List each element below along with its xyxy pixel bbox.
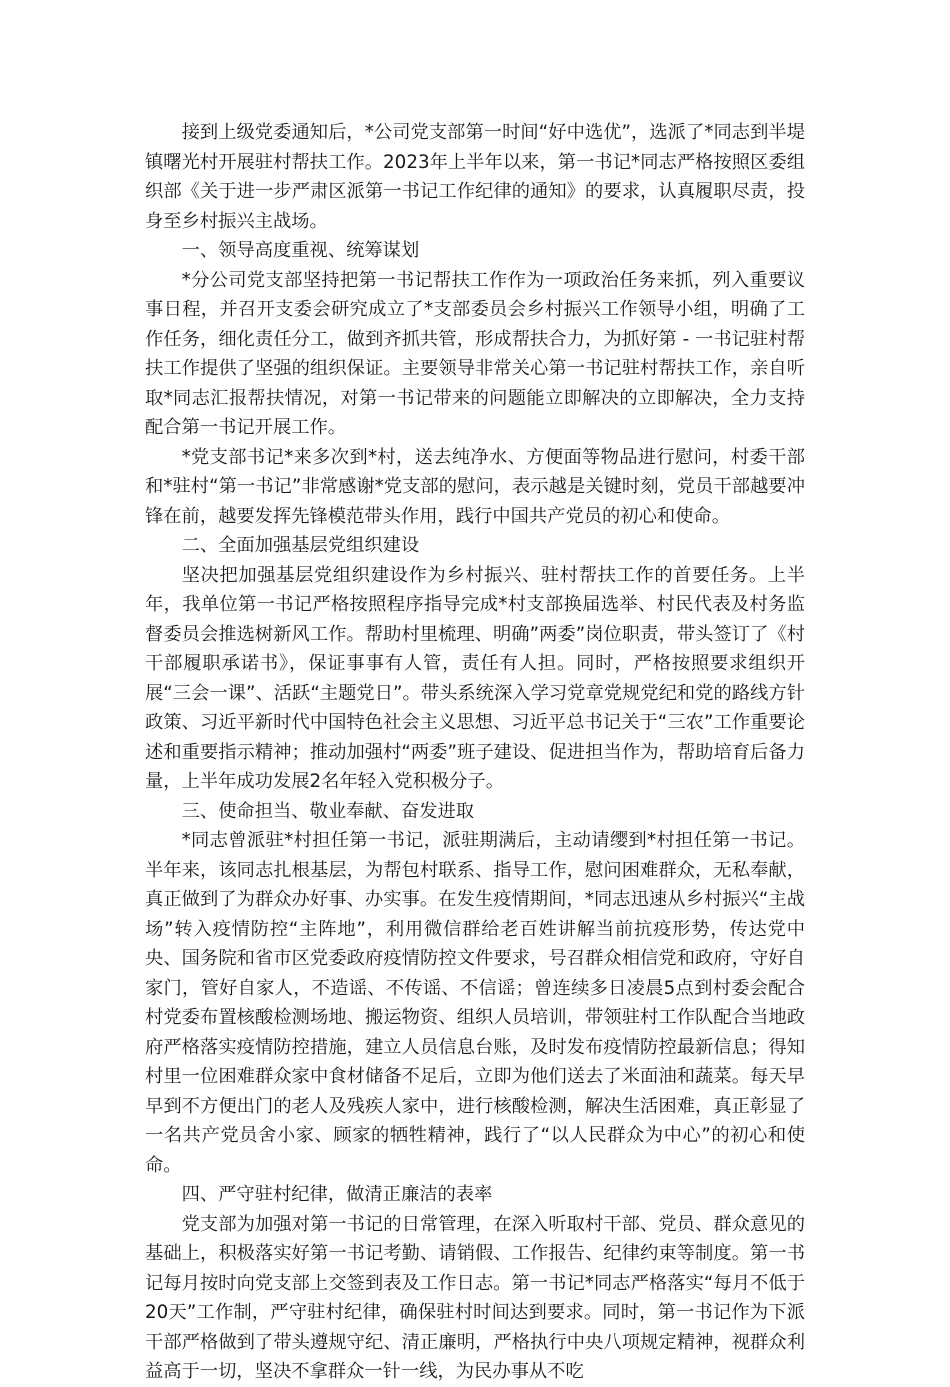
document-body	[145, 118, 805, 1387]
section-heading-4: 四、严守驻村纪律，做清正廉洁的表率	[181, 1184, 493, 1205]
section-2-paragraph: 坚决把加强基层党组织建设作为乡村振兴、驻村帮扶工作的首要任务。上半年，我单位第一书记严格按照程序指导完成*村支部换届选举、村民代表及村务监督委员会推选树新风工作。帮助村里梳理、明确”两委”岗位职责，带头签订了《村干部履职承诺书》，保证事事有人管，责任有人担。同时，严格按照要求组织开展“三会一课”、活跃“主题党日”。带头系统深入学习党章党规党纪和党的路线方针政策、习近平新时代中国特色社会主义思想、习近平总书记关于“三农”工作重要论述和重要指示精神；推动加强村“两委”班子建设、促进担当作为，帮助培育后备力量，上半年成功发展2名年轻入党积极分子。	[145, 564, 805, 792]
section-heading-2: 二、全面加强基层党组织建设	[181, 535, 420, 556]
section-1-paragraph-1: *分公司党支部坚持把第一书记帮扶工作作为一项政治任务来抓，列入重要议事日程，并召开支委会研究成立了*支部委员会乡村振兴工作领导小组，明确了工作任务，细化责任分工，做到齐抓共管，形成帮扶合力，为抓好第 - 一书记驻村帮扶工作提供了坚强的组织保证。主要领导非常关心第一书记驻村帮扶工作，亲自听取*同志汇报帮扶情况，对第一书记带来的问题能立即解决的立即解决，全力支持配合第一书记开展工作。	[145, 269, 805, 438]
intro-paragraph: 接到上级党委通知后，*公司党支部第一时间“好中选优”，选派了*同志到半堤镇曙光村开展驻村帮扶工作。2023年上半年以来，第一书记*同志严格按照区委组织部《关于进一步严肃区派第一书记工作纪律的通知》的要求，认真履职尽责，投身至乡村振兴主战场。	[145, 122, 805, 232]
section-heading-1: 一、领导高度重视、统筹谋划	[181, 240, 420, 261]
section-3-paragraph: *同志曾派驻*村担任第一书记，派驻期满后，主动请缨到*村担任第一书记。半年来，该同志扎根基层，为帮包村联系、指导工作，慰问困难群众，无私奉献，真正做到了为群众办好事、办实事。在发生疫情期间，*同志迅速从乡村振兴“主战场”转入疫情防控“主阵地”，利用微信群给老百姓讲解当前抗疫形势，传达党中央、国务院和省市区党委政府疫情防控文件要求，号召群众相信党和政府，守好自家门，管好自家人，不造谣、不传谣、不信谣；曾连续多日凌晨5点到村委会配合村党委布置核酸检测场地、搬运物资、组织人员培训，带领驻村工作队配合当地政府严格落实疫情防控措施，建立人员信息台账，及时发布疫情防控最新信息；得知村里一位困难群众家中食材储备不足后，立即为他们送去了米面油和蔬菜。每天早早到不方便出门的老人及残疾人家中，进行核酸检测，解决生活困难，真正彰显了一名共产党员舍小家、顾家的牺牲精神，践行了“以人民群众为中心”的初心和使命。	[145, 830, 805, 1176]
section-1-paragraph-2: *党支部书记*来多次到*村，送去纯净水、方便面等物品进行慰问，村委干部和*驻村“第一书记”非常感谢*党支部的慰问，表示越是关键时刻，党员干部越要冲锋在前，越要发挥先锋模范带头作用，践行中国共产党员的初心和使命。	[145, 446, 805, 527]
section-heading-3: 三、使命担当、敬业奉献、奋发进取	[181, 800, 475, 822]
section-4-paragraph: 党支部为加强对第一书记的日常管理，在深入听取村干部、党员、群众意见的基础上，积极落实好第一书记考勤、请销假、工作报告、纪律约束等制度。第一书记每月按时向党支部上交签到表及工作日志。第一书记*同志严格落实“每月不低于20天”工作制，严守驻村纪律，确保驻村时间达到要求。同时，第一书记作为下派干部严格做到了带头遵规守纪、清正廉明，严格执行中央八项规定精神，视群众利益高于一切，坚决不拿群众一针一线，为民办事从不吃	[145, 1213, 805, 1382]
